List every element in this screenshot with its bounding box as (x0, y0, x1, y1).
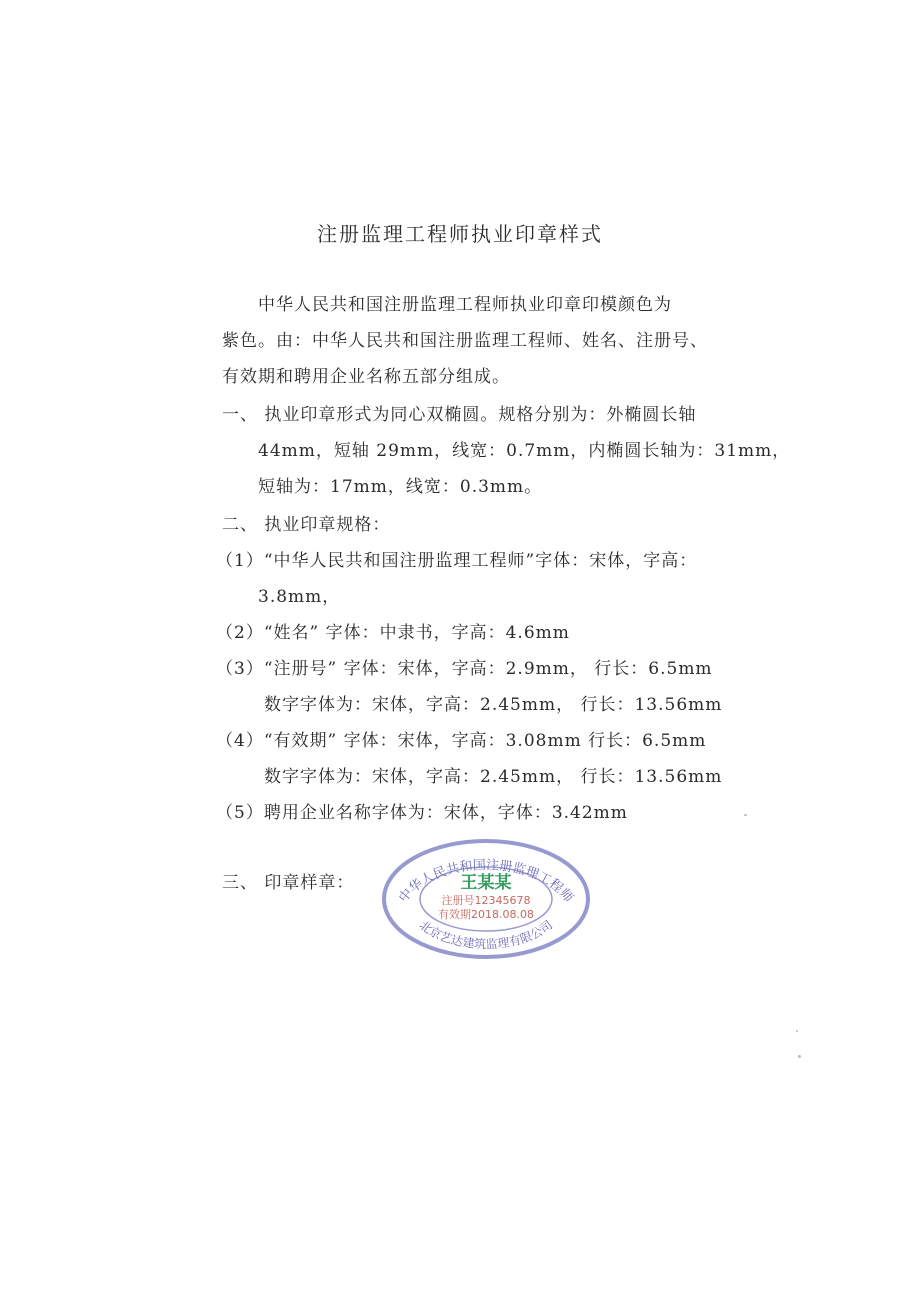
section2-heading: 二、 执业印章规格： (222, 515, 391, 535)
spec-line-6: （4）“有效期” 字体：宋体，字高：3.08mm 行长：6.5mm (216, 731, 707, 751)
stamp-valid: 有效期2018.08.08 (438, 908, 534, 921)
scan-speck (798, 1055, 801, 1058)
stamp-name: 王某某 (460, 873, 512, 893)
stamp-bottom-arc-text: 北京艺达建筑监理有限公司 (416, 917, 556, 952)
stamp-seal (380, 838, 592, 960)
stamp-reg-no: 注册号12345678 (441, 894, 531, 907)
spec-line-7: 数字字体为：宋体，字高：2.45mm， 行长：13.56mm (264, 767, 723, 787)
spec-line-8: （5）聘用企业名称字体为：宋体，字体：3.42mm (216, 803, 628, 823)
intro-line-1: 中华人民共和国注册监理工程师执业印章印模颜色为 (258, 295, 672, 315)
section1-line-3: 短轴为：17mm，线宽：0.3mm。 (258, 477, 543, 497)
spec-line-2: 3.8mm， (258, 587, 341, 607)
spec-line-1: （1）“中华人民共和国注册监理工程师”字体：宋体，字高： (216, 551, 698, 571)
spec-line-4: （3）“注册号” 字体：宋体，字高：2.9mm， 行长：6.5mm (216, 659, 713, 679)
intro-line-3: 有效期和聘用企业名称五部分组成。 (222, 367, 510, 387)
scan-speck (796, 1030, 798, 1032)
spec-line-5: 数字字体为：宋体，字高：2.45mm， 行长：13.56mm (264, 695, 723, 715)
section3-heading: 三、 印章样章： (222, 873, 355, 893)
spec-line-3: （2）“姓名” 字体：中隶书，字高：4.6mm (216, 623, 570, 643)
intro-line-2: 紫色。由：中华人民共和国注册监理工程师、姓名、注册号、 (222, 331, 708, 351)
section1-line-2: 44mm，短轴 29mm，线宽：0.7mm，内椭圆长轴为：31mm， (258, 441, 791, 461)
section1-line-1: 一、 执业印章形式为同心双椭圆。规格分别为：外椭圆长轴 (222, 405, 697, 425)
scan-speck (744, 814, 747, 816)
document-title: 注册监理工程师执业印章样式 (317, 222, 603, 246)
stamp-top-arc-text: 中华人民共和国注册监理工程师 (396, 858, 576, 906)
